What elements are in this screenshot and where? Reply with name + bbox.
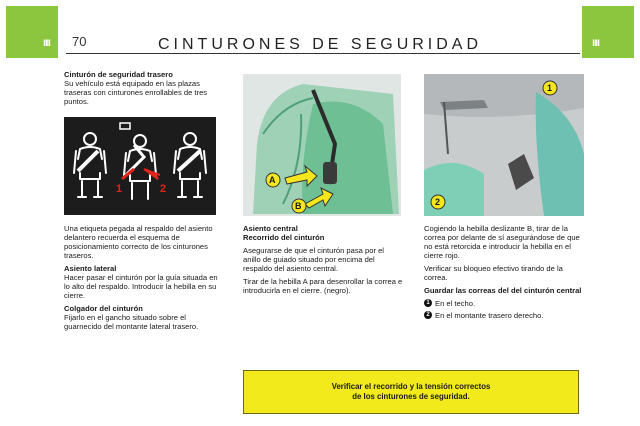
hanger-text: Fijarlo en el gancho situado sobre el guarnecido del montante lateral trasero. [64, 313, 199, 331]
section-tab-label: III [42, 39, 50, 49]
list-item [424, 299, 584, 308]
label-text: Una etiqueta pegada al respaldo del asiento delantero recuerda el esquema de posicionamiento correcto de los cinturones traseros. [64, 224, 213, 260]
list-item-text: En el montante trasero derecho. [435, 311, 544, 320]
central-seat-figure [243, 74, 401, 216]
side-seat-heading: Asiento lateral [64, 264, 117, 273]
left-column-body [64, 224, 222, 335]
seat-back-shape [424, 163, 484, 216]
buckle-text: Cogiendo la hebilla deslizante B, tirar de la correa por delante de sí asegurándose de que no está retorcida e introducir la hebilla en el cierre rojo. [424, 224, 580, 260]
section-tab-right [582, 6, 634, 58]
side-seat-text: Hacer pasar el cinturón por la guía situada en lo alto del respaldo. Introducir la hebilla en su cierre. [64, 273, 218, 300]
number-badge: 2 [424, 311, 432, 319]
figure-label-1: 1 [116, 183, 123, 195]
notice-line-2: de los cinturones de seguridad. [352, 392, 470, 401]
routing-text: Asegurarse de que el cinturón pasa por el anillo de guiado situado por encima del respaldo del asiento central. [243, 246, 384, 273]
rear-belt-figure [64, 117, 216, 215]
figure-label-1: 1 [547, 83, 553, 93]
list-item-text: En el techo. [435, 299, 476, 308]
section-tab-left [6, 6, 58, 58]
hanger-heading: Colgador del cinturón [64, 304, 143, 313]
list-item [424, 311, 584, 320]
rear-belt-heading: Cinturón de seguridad trasero [64, 70, 173, 79]
store-heading: Guardar las correas del del cinturón central [424, 286, 582, 295]
page-title: CINTURONES DE SEGURIDAD [158, 36, 483, 53]
section-tab-label: III [592, 39, 600, 49]
figure-label-a: A [269, 175, 276, 185]
right-column-body [424, 224, 584, 323]
figure-label-2: 2 [160, 183, 167, 195]
belt-storage-figure [424, 74, 584, 216]
buckle-shape [323, 162, 337, 184]
routing-heading: Recorrido del cinturón [243, 233, 325, 242]
safety-notice-box [243, 370, 579, 414]
notice-line-1: Verificar el recorrido y la tensión correctos [331, 382, 491, 391]
rear-belt-intro [64, 70, 222, 110]
middle-column-body [243, 224, 403, 299]
figure-label-2: 2 [435, 197, 441, 207]
pull-text: Tirar de la hebilla A para desenrollar la correa e introducirla en el cierre. (negro). [243, 277, 403, 295]
page-number: 70 [72, 34, 87, 49]
check-text: Verificar su bloqueo efectivo tirando de la correa. [424, 264, 563, 282]
central-seat-heading: Asiento central [243, 224, 298, 233]
rear-belt-text: Su vehículo está equipado en las plazas traseras con cinturones enrollables de tres puntos. [64, 79, 208, 106]
number-badge: 1 [424, 299, 432, 307]
figure-label-b: B [295, 201, 302, 211]
